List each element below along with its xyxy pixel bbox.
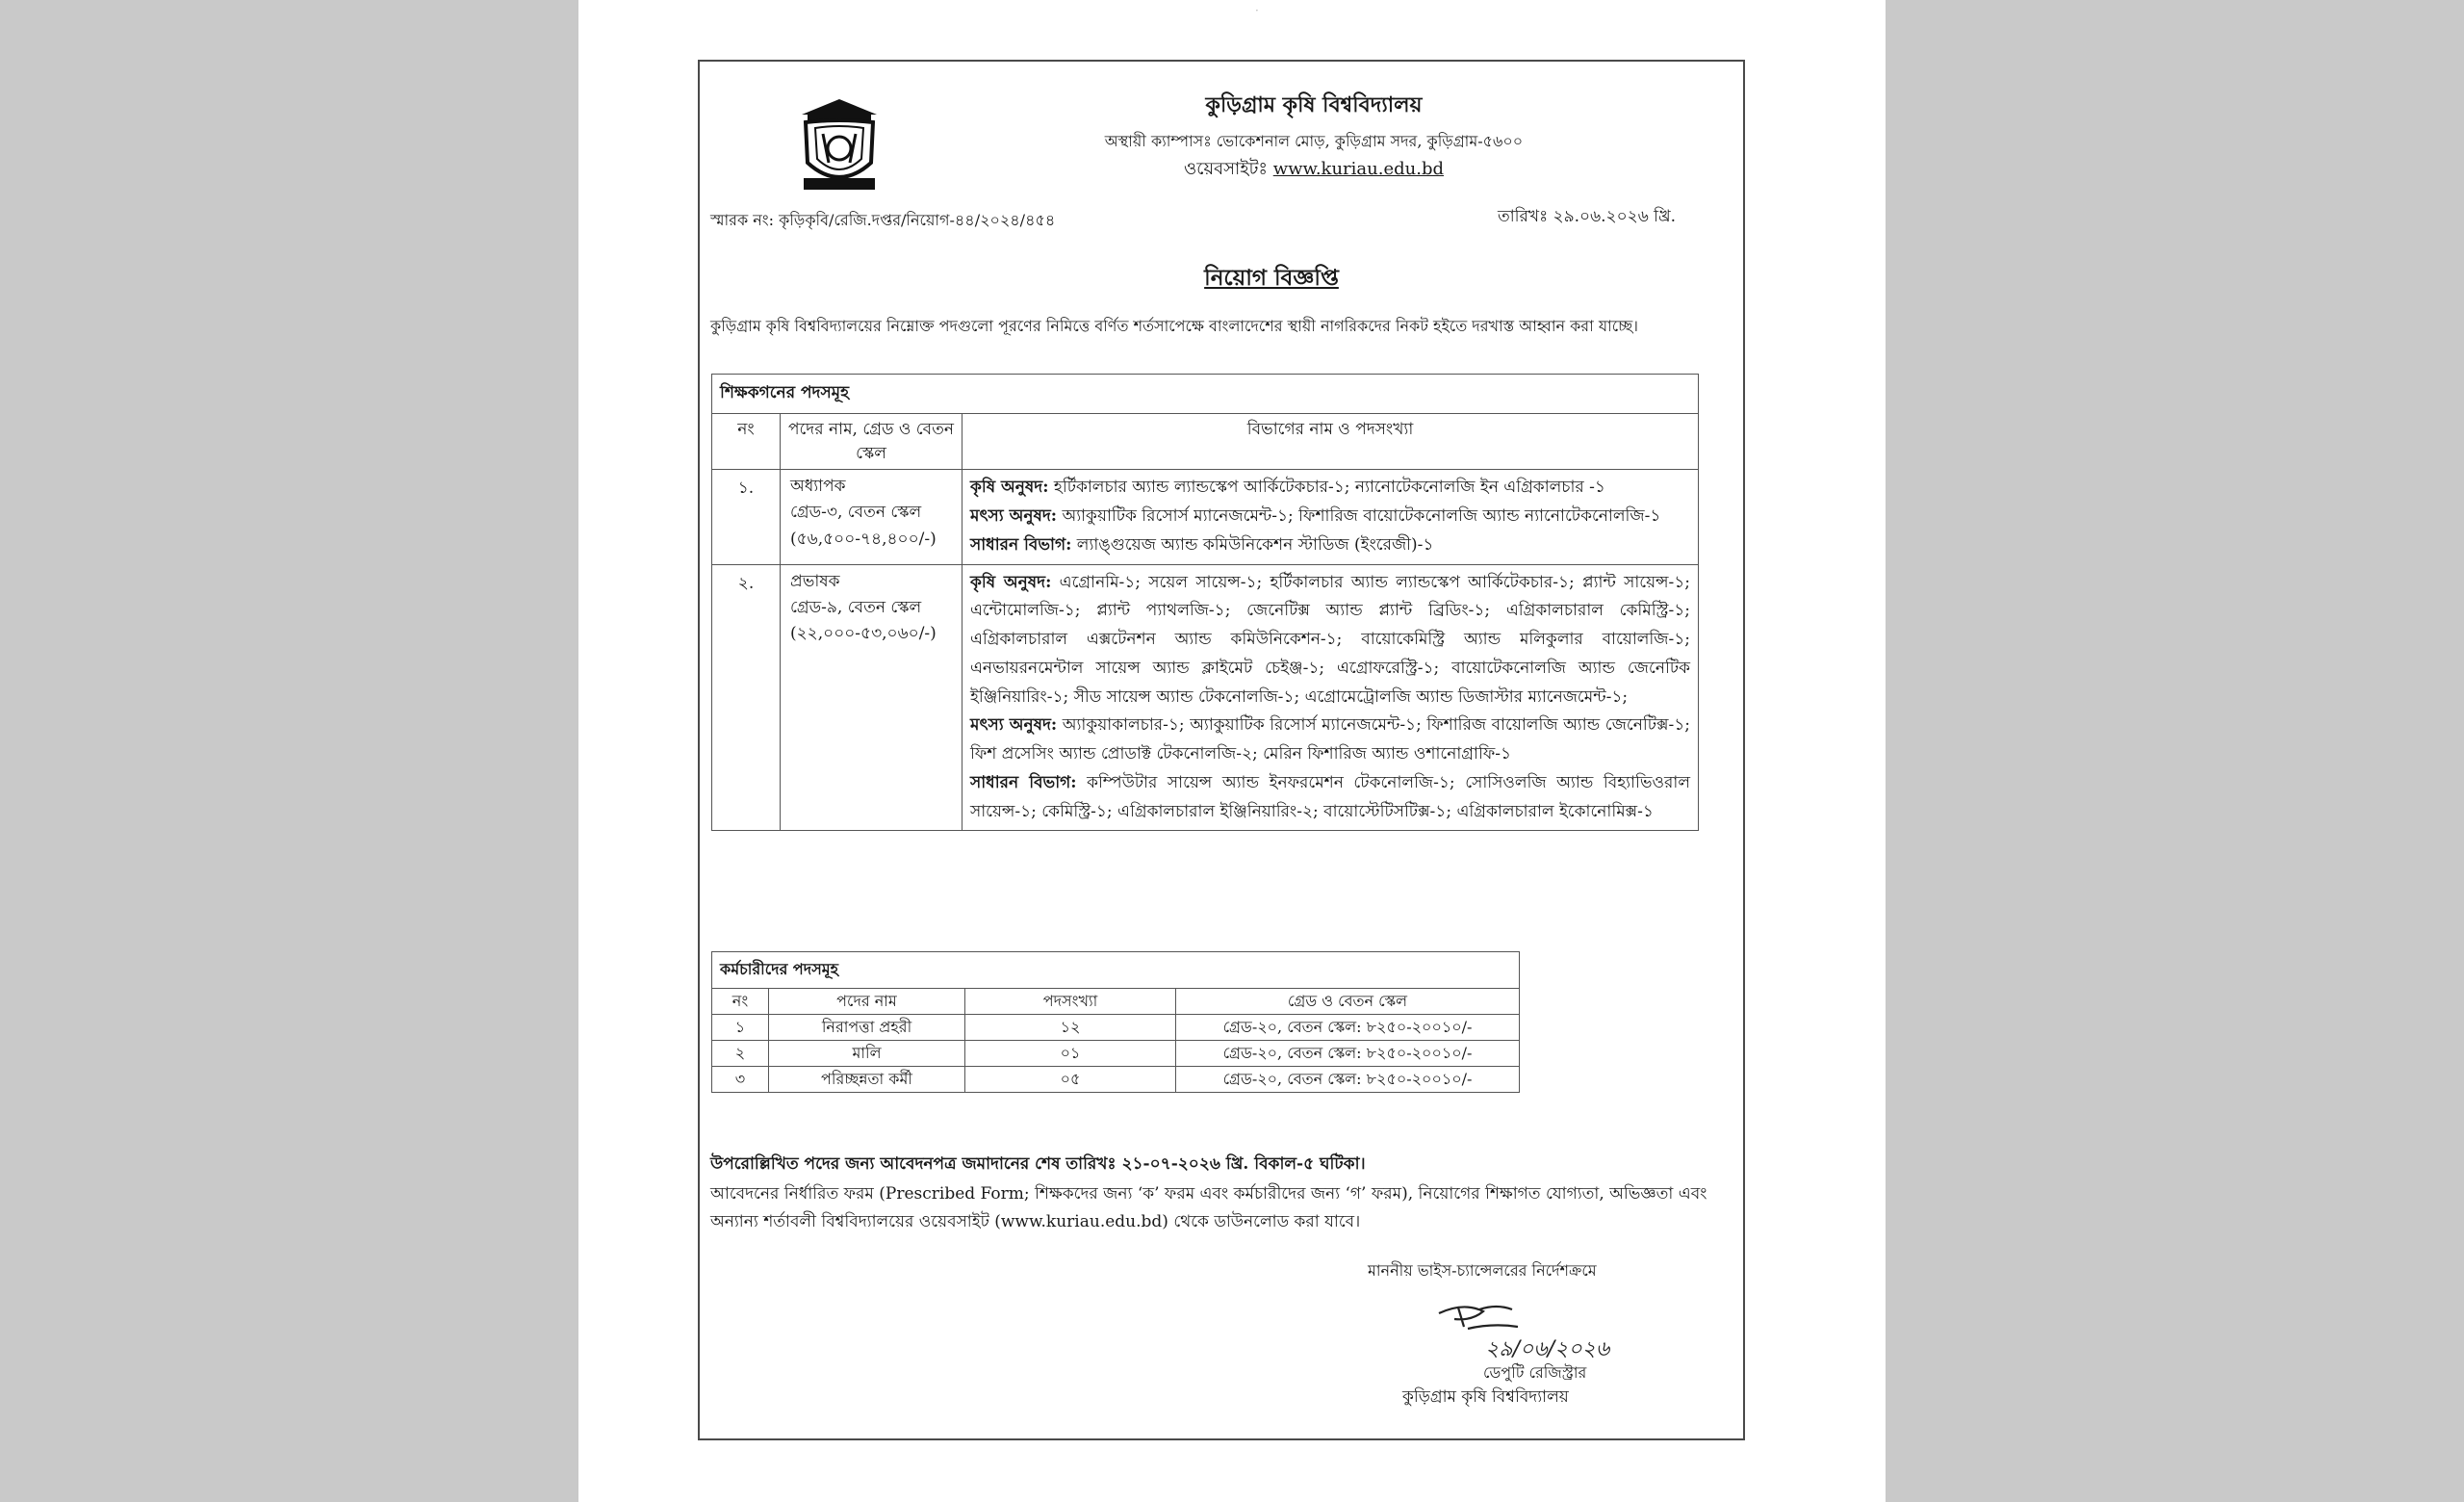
post-name: প্রভাষক xyxy=(790,571,840,591)
deadline-text: উপরোল্লিখিত পদের জন্য আবেদনপত্র জমাদানের শেষ তারিখঃ ২১-০৭-২০২৬ খ্রি. বিকাল-৫ ঘটিকা। xyxy=(710,1154,1366,1174)
table-header-row xyxy=(712,414,1699,470)
post-name: অধ্যাপক xyxy=(790,477,846,497)
row-scale: গ্রেড-২০, বেতন স্কেল: ৮২৫০-২০০১০/- xyxy=(1176,1015,1520,1041)
application-instructions: আবেদনের নির্ধারিত ফরম (Prescribed Form; শিক্ষকদের জন্য ‘ক’ ফরম এবং কর্মচারীদের জন্য ‘গ’ ফরম), নিয়োগের শিক্ষাগত যোগ্যতা, অভিজ্ঞতা এবং অন্যান্য শর্তাবলী বিশ্ববিদ্যালয়ের ওয়েবসাইট (www.kuriau.edu.bd) থেকে ডাউনলোড করা যাবে। xyxy=(710,1184,1707,1231)
row-no: ২. xyxy=(712,564,781,831)
website-label: ওয়েবসাইটঃ xyxy=(1184,159,1268,179)
faculty-name: কৃষি অনুষদ: xyxy=(970,572,1052,592)
faculty-line xyxy=(970,503,1690,531)
faculty-line xyxy=(970,712,1690,769)
faculty-name: মৎস্য অনুষদ: xyxy=(970,715,1058,736)
header-count: পদসংখ্যা xyxy=(965,989,1176,1015)
faculty-line xyxy=(970,569,1690,712)
post-grade: গ্রেড-৩, বেতন স্কেল xyxy=(790,503,922,523)
header-scale: গ্রেড ও বেতন স্কেল xyxy=(1176,989,1520,1015)
intro-paragraph: কুড়িগ্রাম কৃষি বিশ্ববিদ্যালয়ের নিম্নোক্ত পদগুলো পূরণের নিমিত্তে বর্ণিত শর্তসাপেক্ষে বাংলাদেশের স্থায়ী নাগরিকদের নিকট হইতে দরখাস্ত আহ্বান করা যাচ্ছে। xyxy=(710,317,1638,335)
signatory-organization: কুড়িগ্রাম কৃষি বিশ্ববিদ্যালয় xyxy=(1402,1387,1569,1407)
university-address: অস্থায়ী ক্যাম্পাসঃ ভোকেশনাল মোড়, কুড়িগ্রাম সদর, কুড়িগ্রাম-৫৬০০ xyxy=(1104,132,1524,150)
row-no: ১. xyxy=(712,470,781,564)
header-no: নং xyxy=(712,989,769,1015)
post-scale: (৫৬,৫০০-৭৪,৪০০/-) xyxy=(790,529,937,549)
university-name: কুড়িগ্রাম কৃষি বিশ্ববিদ্যালয় xyxy=(1205,92,1423,117)
row-scale: গ্রেড-২০, বেতন স্কেল: ৮২৫০-২০০১০/- xyxy=(1176,1041,1520,1067)
document-page xyxy=(578,0,1886,1502)
notice-title: নিয়োগ বিজ্ঞপ্তি xyxy=(1204,265,1339,291)
table-row xyxy=(712,1015,1520,1041)
by-order-text: মাননীয় ভাইস-চ্যান্সেলরের নির্দেশক্রমে xyxy=(1368,1261,1597,1280)
header-post: পদের নাম xyxy=(769,989,965,1015)
row-no: ৩ xyxy=(712,1067,769,1093)
header-post: পদের নাম, গ্রেড ও বেতন স্কেল xyxy=(781,414,962,470)
faculty-posts: অ্যাকুয়াটিক রিসোর্স ম্যানেজমেন্ট-১; ফিশারিজ বায়োটেকনোলজি অ্যান্ড ন্যানোটেকনোলজি-১ xyxy=(1057,506,1661,527)
faculty-line xyxy=(970,769,1690,827)
faculty-posts: ল্যাঙ্গুয়েজ অ্যান্ড কমিউনিকেশন স্টাডিজ (ইংরেজী)-১ xyxy=(1071,534,1434,555)
teacher-posts-table xyxy=(711,374,1699,831)
notice-date: তারিখঃ ২৯.০৬.২০২৬ খ্রি. xyxy=(1498,207,1677,226)
website-link[interactable]: www.kuriau.edu.bd xyxy=(1272,159,1444,179)
table-row xyxy=(712,1041,1520,1067)
teacher-table-caption: শিক্ষকগনের পদসমূহ xyxy=(712,375,1699,414)
faculty-posts: হর্টিকালচার অ্যান্ড ল্যান্ডস্কেপ আর্কিটেকচার-১; ন্যানোটেকনোলজি ইন এগ্রিকালচার -১ xyxy=(1048,478,1605,498)
signature-date: ২৯/০৬/২০২৬ xyxy=(1485,1337,1610,1361)
table-row xyxy=(712,470,1699,564)
staff-posts-table xyxy=(711,951,1520,1093)
faculty-posts: কম্পিউটার সায়েন্স অ্যান্ড ইনফরমেশন টেকনোলজি-১; সোসিওলজি অ্যান্ড বিহ্যাভিওরাল সায়েন্স-১; কেমিস্ট্রি-১; এগ্রিকালচারাল ইঞ্জিনিয়ারিং-২; বায়োস্টেটিসটিক্স-১; এগ্রিকালচারাল ইকোনোমিক্স-১ xyxy=(970,772,1690,821)
row-post: নিরাপত্তা প্রহরী xyxy=(769,1015,965,1041)
memo-number: স্মারক নং: কৃড়িকৃবি/রেজি.দপ্তর/নিয়োগ-৪৪/২০২৪/৪৫৪ xyxy=(710,211,1056,229)
row-count: ০৫ xyxy=(965,1067,1176,1093)
row-count: ১২ xyxy=(965,1015,1176,1041)
faculty-name: সাধারন বিভাগ: xyxy=(970,534,1072,555)
handwritten-signature xyxy=(1425,1298,1618,1365)
university-website xyxy=(578,155,1886,185)
faculty-line xyxy=(970,531,1690,560)
row-post: পরিচ্ছন্নতা কর্মী xyxy=(769,1067,965,1093)
staff-table-caption: কর্মচারীদের পদসমূহ xyxy=(712,952,1520,989)
header-dept: বিভাগের নাম ও পদসংখ্যা xyxy=(962,414,1699,470)
row-post xyxy=(781,564,962,831)
row-post: মালি xyxy=(769,1041,965,1067)
row-scale: গ্রেড-২০, বেতন স্কেল: ৮২৫০-২০০১০/- xyxy=(1176,1067,1520,1093)
table-row xyxy=(712,564,1699,831)
faculty-line xyxy=(970,474,1690,503)
row-count: ০১ xyxy=(965,1041,1176,1067)
row-no: ২ xyxy=(712,1041,769,1067)
faculty-posts: এগ্রোনমি-১; সয়েল সায়েন্স-১; হর্টিকালচার অ্যান্ড ল্যান্ডস্কেপ আর্কিটেকচার-১; প্ল্যান্ট সায়েন্স-১; এন্টোমোলজি-১; প্ল্যান্ট প্যাথলজি-১; জেনেটিক্স অ্যান্ড প্ল্যান্ট ব্রিডিং-১; এগ্রিকালচারাল কেমিস্ট্রি-১; এগ্রিকালচারাল এক্সটেনশন অ্যান্ড কমিউনিকেশন-১; বায়োকেমিস্ট্রি অ্যান্ড মলিকুলার বায়োলজি-১; এনভায়রনমেন্টাল সায়েন্স অ্যান্ড ক্লাইমেট চেইঞ্জ-১; এগ্রোফরেস্ট্রি-১; বায়োটেকনোলজি অ্যান্ড জেনেটিক ইঞ্জিনিয়ারিং-১; সীড সায়েন্স অ্যান্ড টেকনোলজি-১; এগ্রোমেট্রোলজি অ্যান্ড ডিজাস্টার ম্যানেজমেন্ট-১; xyxy=(970,572,1690,707)
row-departments xyxy=(962,564,1699,831)
faculty-name: মৎস্য অনুষদ: xyxy=(970,506,1058,527)
faculty-name: সাধারন বিভাগ: xyxy=(970,772,1077,792)
speck-mark: · xyxy=(1255,4,1259,17)
faculty-name: কৃষি অনুষদ: xyxy=(970,478,1049,498)
post-grade: গ্রেড-৯, বেতন স্কেল xyxy=(790,597,922,617)
row-departments xyxy=(962,470,1699,564)
table-row xyxy=(712,1067,1520,1093)
header-no: নং xyxy=(712,414,781,470)
post-scale: (২২,০০০-৫৩,০৬০/-) xyxy=(790,623,937,643)
table-header-row xyxy=(712,989,1520,1015)
faculty-posts: অ্যাকুয়াকালচার-১; অ্যাকুয়াটিক রিসোর্স ম্যানেজমেন্ট-১; ফিশারিজ বায়োলজি অ্যান্ড জেনেটিক্স-১; ফিশ প্রসেসিং অ্যান্ড প্রোডাক্ট টেকনোলজি-২; মেরিন ফিশারিজ অ্যান্ড ওশানোগ্রাফি-১ xyxy=(970,715,1691,764)
signatory-designation: ডেপুটি রেজিস্ট্রার xyxy=(1483,1363,1587,1382)
row-no: ১ xyxy=(712,1015,769,1041)
row-post xyxy=(781,470,962,564)
